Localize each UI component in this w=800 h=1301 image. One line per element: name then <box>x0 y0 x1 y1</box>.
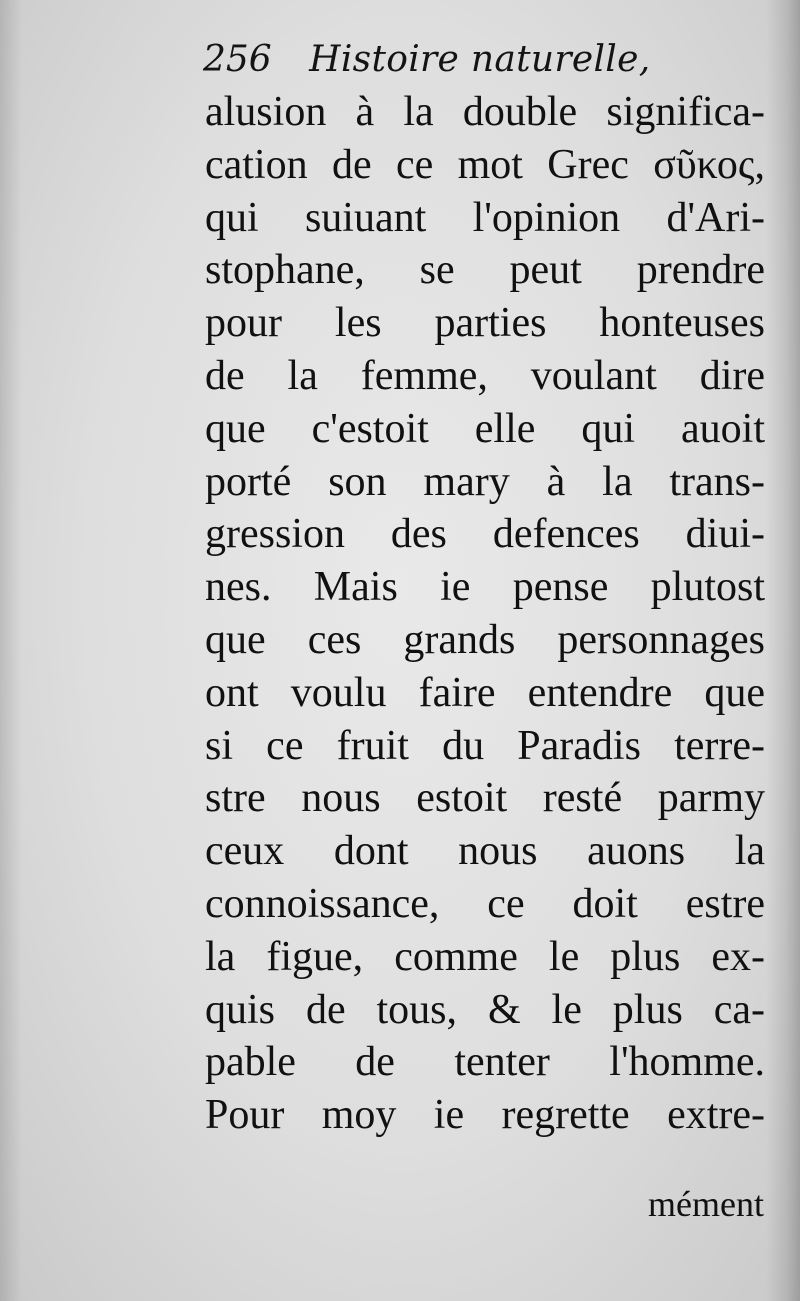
page-header <box>203 38 650 82</box>
text-line: pour les parties honteuses <box>205 300 765 347</box>
text-line: qui suiuant l'opinion d'Ari- <box>205 194 765 241</box>
page-right-shadow <box>766 0 800 1301</box>
text-line: ont voulu faire entendre que <box>205 669 765 716</box>
text-line: que ces grands personnages <box>205 616 765 663</box>
page-left-shadow <box>0 0 22 1301</box>
catchword: mément <box>648 1184 764 1224</box>
running-title: Histoire naturelle, <box>309 39 651 80</box>
text-line: stre nous estoit resté parmy <box>205 775 765 822</box>
text-line: si ce fruit du Paradis terre- <box>205 722 765 769</box>
text-line: stophane, se peut prendre <box>205 247 765 294</box>
text-line: que c'estoit elle qui auoit <box>205 405 765 452</box>
text-line: connoissance, ce doit estre <box>205 880 765 927</box>
text-line: la figue, comme le plus ex- <box>205 933 765 980</box>
text-line: quis de tous, & le plus ca- <box>205 986 765 1033</box>
text-line: porté son mary à la trans- <box>205 458 765 505</box>
text-line: Pour moy ie regrette extre- <box>205 1092 765 1139</box>
text-line: gression des defences diui- <box>205 511 765 558</box>
text-line: ceux dont nous auons la <box>205 828 765 875</box>
text-line: pable de tenter l'homme. <box>205 1039 765 1086</box>
body-text <box>205 86 765 1142</box>
text-line: nes. Mais ie pense plutost <box>205 564 765 611</box>
page-number: 256 <box>203 39 272 80</box>
text-line: de la femme, voulant dire <box>205 352 765 399</box>
text-line: alusion à la double significa- <box>205 89 765 135</box>
text-line: cation de ce mot Grec σῦκος, <box>205 141 765 188</box>
